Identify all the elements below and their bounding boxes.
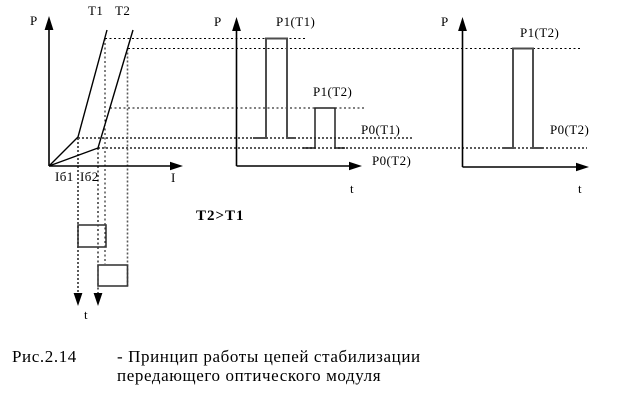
middle-y-axis-label: P bbox=[214, 14, 222, 29]
middle-pulse2-label: P1(T2) bbox=[313, 84, 353, 99]
middle-level1-label: P0(T1) bbox=[361, 122, 401, 137]
time-down-arrow-2 bbox=[94, 293, 103, 306]
time-down-arrow-1 bbox=[74, 293, 83, 306]
middle-x-axis-label: t bbox=[350, 181, 355, 196]
caption-line1: - Принцип работы цепей стабилизации bbox=[117, 347, 421, 366]
left-y-axis-arrow bbox=[45, 16, 54, 30]
pulse-p1t2 bbox=[303, 108, 345, 148]
right-x-axis-arrow bbox=[576, 163, 589, 172]
left-y-axis-label: P bbox=[30, 13, 38, 28]
temperature-condition-label: T2>T1 bbox=[196, 208, 245, 224]
tick-ib2-label: Iб2 bbox=[80, 169, 99, 184]
middle-x-axis-arrow bbox=[349, 162, 362, 171]
left-x-axis-arrow bbox=[170, 162, 183, 171]
curve-t2-label: T2 bbox=[115, 3, 131, 18]
pulse-p1t1 bbox=[253, 39, 296, 139]
right-y-axis-arrow bbox=[458, 17, 467, 31]
caption-line2: передающего оптического модуля bbox=[117, 366, 382, 385]
middle-y-axis-arrow bbox=[232, 17, 241, 31]
left-graph bbox=[45, 16, 183, 306]
curve-t2 bbox=[49, 30, 133, 166]
middle-level2-label: P0(T2) bbox=[372, 153, 412, 168]
pulse-p1t2-stabilized bbox=[503, 49, 543, 149]
right-level-label: P0(T2) bbox=[550, 122, 590, 137]
middle-pulse1-label: P1(T1) bbox=[276, 14, 316, 29]
left-time-axis-label: t bbox=[84, 307, 89, 322]
right-x-axis-label: t bbox=[578, 181, 583, 196]
tick-ib1-label: Iб1 bbox=[55, 169, 74, 184]
right-y-axis-label: P bbox=[441, 14, 449, 29]
curve-t1-label: T1 bbox=[88, 3, 104, 18]
caption-number: Рис.2.14 bbox=[12, 347, 77, 366]
current-pulse-t2-rect bbox=[98, 265, 128, 286]
current-pulse-t1-rect bbox=[78, 225, 106, 247]
left-x-axis-label: I bbox=[171, 170, 176, 185]
right-pulse-label: P1(T2) bbox=[520, 25, 560, 40]
